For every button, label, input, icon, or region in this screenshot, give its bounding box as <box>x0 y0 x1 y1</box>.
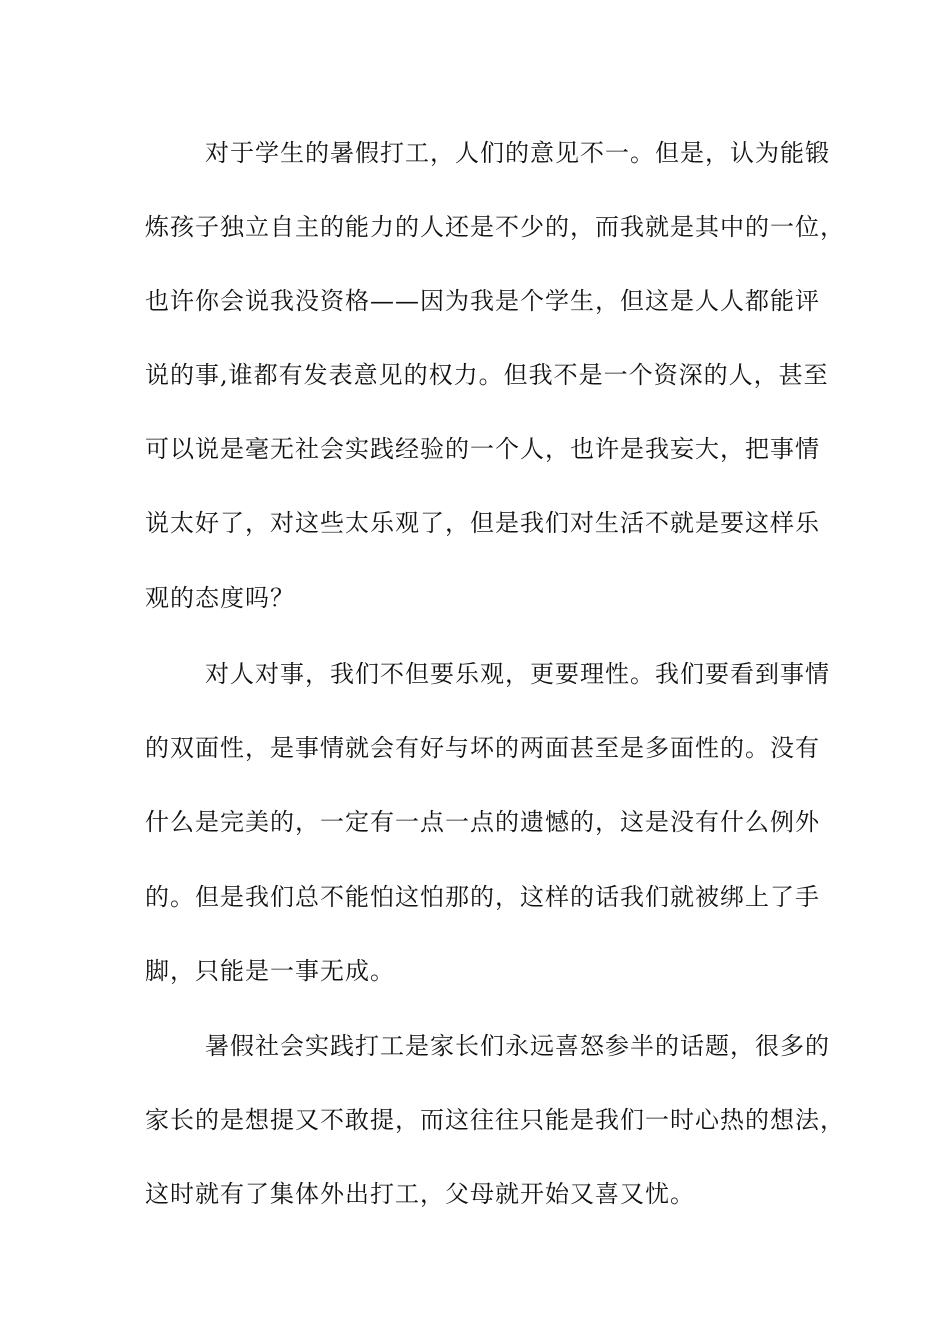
paragraph-2-line-2: 的双面性，是事情就会有好与坏的两面甚至是多面性的。没有 <box>145 734 820 762</box>
paragraph-1-line-6: 说太好了，对这些太乐观了，但是我们对生活不就是要这样乐 <box>145 509 820 537</box>
paragraph-1-line-4: 说的事,谁都有发表意见的权力。但我不是一个资深的人，甚至 <box>145 361 829 389</box>
paragraph-3-line-2: 家长的是想提又不敢提，而这往往只能是我们一时心热的想法， <box>145 1106 845 1134</box>
paragraph-3-line-1: 暑假社会实践打工是家长们永远喜怒参半的话题，很多的 <box>205 1032 830 1060</box>
paragraph-2-line-1: 对人对事，我们不但要乐观，更要理性。我们要看到事情 <box>205 660 830 688</box>
paragraph-1-line-5: 可以说是毫无社会实践经验的一个人，也许是我妄大，把事情 <box>145 435 820 463</box>
paragraph-1-line-2: 炼孩子独立自主的能力的人还是不少的，而我就是其中的一位， <box>145 213 845 241</box>
paragraph-2-line-4: 的。但是我们总不能怕这怕那的，这样的话我们就被绑上了手 <box>145 883 820 911</box>
paragraph-1-line-7: 观的态度吗？ <box>145 584 295 612</box>
paragraph-1-line-3: 也许你会说我没资格——因为我是个学生，但这是人人都能评 <box>145 287 820 315</box>
paragraph-1-line-1: 对于学生的暑假打工，人们的意见不一。但是，认为能锻 <box>205 139 830 167</box>
paragraph-2-line-3: 什么是完美的，一定有一点一点的遗憾的，这是没有什么例外 <box>145 808 820 836</box>
paragraph-2-line-5: 脚，只能是一事无成。 <box>145 957 395 985</box>
paragraph-3-line-3: 这时就有了集体外出打工，父母就开始又喜又忧。 <box>145 1180 695 1208</box>
